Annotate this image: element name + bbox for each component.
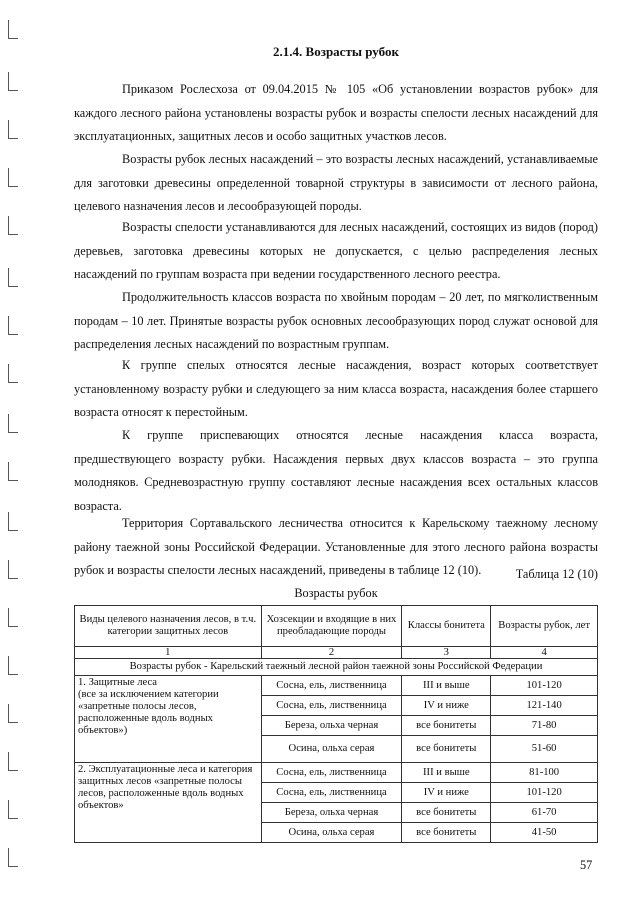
cutting-ages-table	[74, 605, 598, 843]
table-subheader: Возрасты рубок - Карельский таежный лесной район таежной зоны Российской Федерации	[75, 659, 598, 676]
binding-margin-marks	[0, 0, 28, 905]
column-number: 2	[261, 647, 402, 659]
table-title: Возрасты рубок	[294, 586, 378, 600]
binding-mark	[8, 316, 18, 335]
table-subheader-row	[75, 659, 598, 676]
paragraph-cutting-ages: Возрасты рубок лесных насаждений – это возрасты лесных насаждений, устанавливаемые для заготовки древесины определенной товарной структуры в зависимости от лесного района, целевого назначения лесов и лесообразующей породы.	[74, 152, 598, 213]
age-cell: 81-100	[491, 763, 598, 783]
binding-mark	[8, 216, 18, 235]
age-cell: 71-80	[491, 716, 598, 736]
site-class-cell: все бонитеты	[402, 803, 491, 823]
binding-mark	[8, 364, 18, 383]
table-row	[75, 676, 598, 696]
column-number-row	[75, 647, 598, 659]
age-cell: 41-50	[491, 823, 598, 843]
binding-mark	[8, 168, 18, 187]
age-cell: 121-140	[491, 696, 598, 716]
group-exploitation-forests: 2. Эксплуатационные леса и категория защитных лесов «запретные полосы лесов, расположенные вдоль водных объектов»	[75, 763, 262, 843]
species-cell: Осина, ольха серая	[261, 823, 402, 843]
column-number: 4	[491, 647, 598, 659]
column-number: 1	[75, 647, 262, 659]
binding-mark	[8, 704, 18, 723]
binding-mark	[8, 512, 18, 531]
header-species-sections: Хозсекции и входящие в них преобладающие породы	[261, 606, 402, 647]
site-class-cell: III и выше	[402, 763, 491, 783]
age-cell: 101-120	[491, 676, 598, 696]
binding-mark	[8, 848, 18, 867]
paragraph-territory: Территория Сортавальского лесничества относится к Карельскому таежному лесному району таежной зоны Российской Федерации. Установленные для этого лесного района возрасты рубок и возрасты спелости лесных насаждений, приведены в таблице 12 (10).	[74, 516, 598, 577]
species-cell: Сосна, ель, лиственница	[261, 676, 402, 696]
column-number: 3	[402, 647, 491, 659]
header-site-class: Классы бонитета	[402, 606, 491, 647]
header-forest-purpose: Виды целевого назначения лесов, в т.ч. категории защитных лесов	[75, 606, 262, 647]
species-cell: Береза, ольха черная	[261, 716, 402, 736]
table-header-row	[75, 606, 598, 647]
binding-mark	[8, 800, 18, 819]
binding-mark	[8, 20, 18, 39]
species-cell: Сосна, ель, лиственница	[261, 696, 402, 716]
binding-mark	[8, 462, 18, 481]
binding-mark	[8, 268, 18, 287]
binding-mark	[8, 752, 18, 771]
paragraph-age-groups: К группе приспевающих относятся лесные насаждения класса возраста, предшествующего возрасту рубки. Насаждения первых двух классов возраста – это группа молодняков. Средневозрастную группу составляют лесные насаждения всех остальных классов возраста.	[74, 428, 598, 513]
table-label: Таблица 12 (10)	[515, 567, 598, 581]
table-row	[75, 763, 598, 783]
paragraph-order: Приказом Рослесхоза от 09.04.2015 № 105 «Об установлении возрастов рубок» для каждого лесного района установлены возрасты рубок и возрасты спелости лесных насаждений для эксплуатационных, защитных лесов и особо защитных участков лесов.	[74, 82, 598, 143]
binding-mark	[8, 414, 18, 433]
age-cell: 61-70	[491, 803, 598, 823]
header-cutting-age: Возрасты рубок, лет	[491, 606, 598, 647]
age-cell: 101-120	[491, 783, 598, 803]
binding-mark	[8, 560, 18, 579]
species-cell: Осина, ольха серая	[261, 736, 402, 763]
page-number: 57	[580, 858, 593, 872]
group-protective-forests: 1. Защитные леса (все за исключением категории «запретные полосы лесов, расположенные вдоль водных объектов»)	[75, 676, 262, 763]
binding-mark	[8, 120, 18, 139]
binding-mark	[8, 72, 18, 91]
site-class-cell: все бонитеты	[402, 716, 491, 736]
binding-mark	[8, 608, 18, 627]
age-cell: 51-60	[491, 736, 598, 763]
binding-mark	[8, 656, 18, 675]
site-class-cell: все бонитеты	[402, 736, 491, 763]
species-cell: Береза, ольха черная	[261, 803, 402, 823]
site-class-cell: III и выше	[402, 676, 491, 696]
site-class-cell: все бонитеты	[402, 823, 491, 843]
section-heading: 2.1.4. Возрасты рубок	[273, 44, 399, 59]
species-cell: Сосна, ель, лиственница	[261, 783, 402, 803]
site-class-cell: IV и ниже	[402, 783, 491, 803]
paragraph-maturity-ages: Возрасты спелости устанавливаются для лесных насаждений, состоящих из видов (пород) деревьев, заготовка древесины которых не допускается, с целью распределения лесных насаждений по группам возраста при ведении государственного лесного реестра.	[74, 220, 598, 281]
species-cell: Сосна, ель, лиственница	[261, 763, 402, 783]
site-class-cell: IV и ниже	[402, 696, 491, 716]
paragraph-mature-group: К группе спелых относятся лесные насаждения, возраст которых соответствует установленному возрасту рубки и следующего за ним класса возраста, насаждения более старшего возраста относят к перестойным.	[74, 358, 598, 419]
paragraph-class-duration: Продолжительность классов возраста по хвойным породам – 20 лет, по мягколиственным породам – 10 лет. Принятые возрасты рубок основных лесообразующих пород служат основой для распределения лесных насаждений по возрастным группам.	[74, 290, 598, 351]
